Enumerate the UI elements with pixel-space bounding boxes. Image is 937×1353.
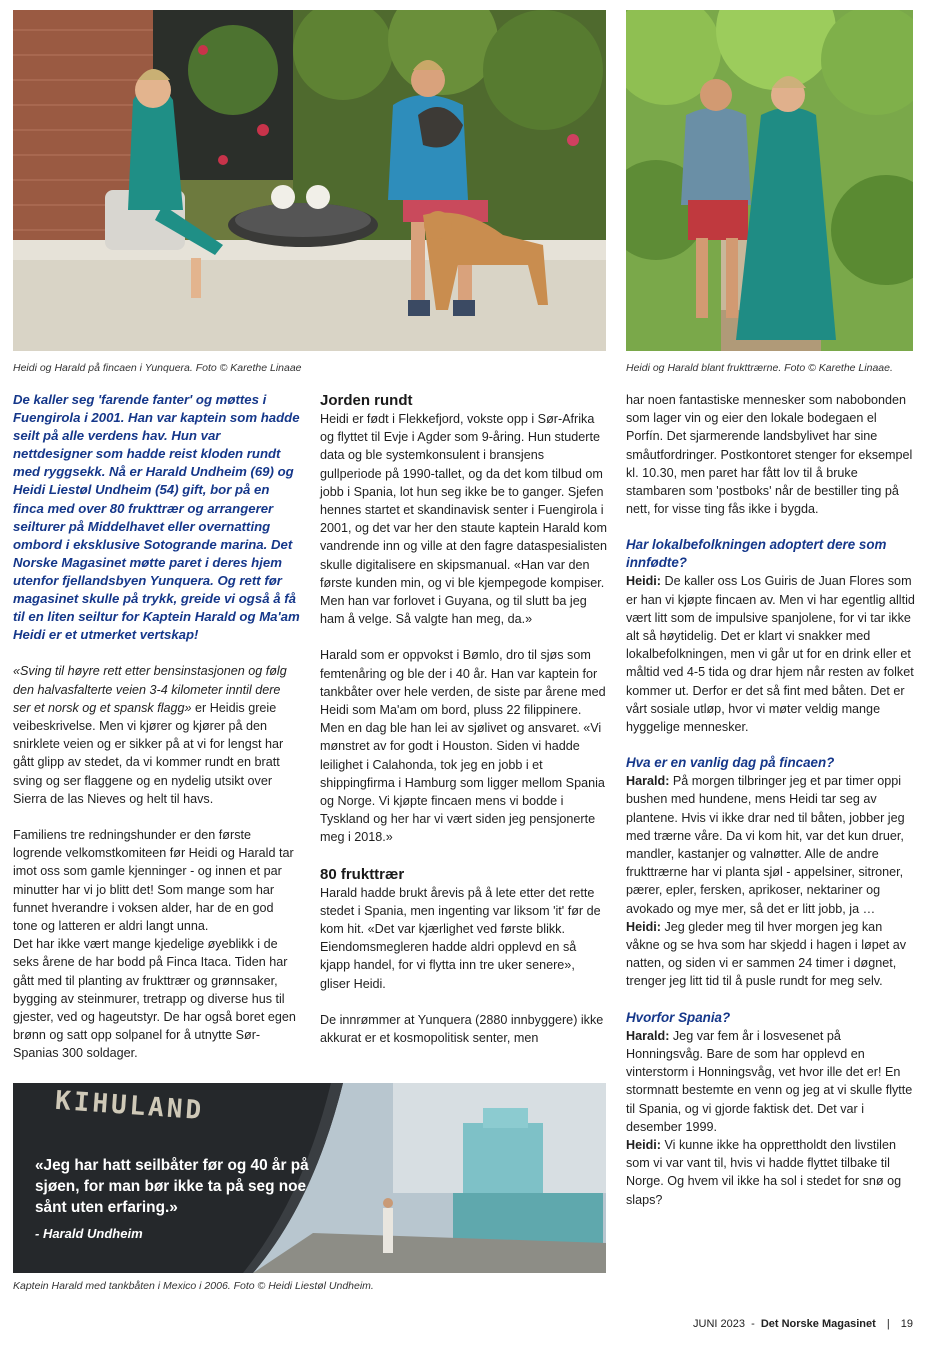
pull-quote-author: - Harald Undheim [35,1226,143,1241]
column-2 [320,391,608,1065]
pull-quote [35,1155,315,1241]
intro-paragraph: De kaller seg 'farende fanter' og møttes i Fuengirola i 2001. Han var kaptein som hadde seilt på alle verdens hav. Hun var nettdesigner som hadde reist kloden rundt med ryggsekk. Nå er Harald Undheim (69) og Heidi Liestøl Undheim (54) gift, bor på en finca med over 80 frukttrær og arrangerer seilturer på Middelhavet eller overnatting ombord i eksklusive Sotogrande marina. Det Norske Magasinet møtte paret i deres hjem utenfor fjellandsbyen Yunquera. Og rett før magasinet skulle på trykk, greide vi også å få til en liten seiltur for Kaptein Harald og Ma'am Heidi er et utmerket vertskap! [13,392,300,643]
photo-couple-terrace [13,10,606,351]
photo-tanker-ship [13,1083,606,1273]
photo-couple-fruit-trees [626,10,913,351]
answer-heidi-2 [626,918,916,991]
caption-photo-3: Kaptein Harald med tankbåten i Mexico i 2006. Foto © Heidi Liestøl Undheim. [13,1280,374,1292]
answer-text: De kaller oss Los Guiris de Juan Flores som er han vi kjøpte fincaen av. Men vi har egentlig alltid vært litt som de impulsive spanjolene, for vi tar ikke alt så høytidelig. Det er klart vi snakker med lokalbefolkningen, men vi går ut for en drink eller et måltid ved 4-5 tida og drar hjem når resten av folket kommer ut. Derfor er det så fint med båten. Det er vårt sosiale utløp, hvor vi møter veldig mange hyggelige mennesker. [626,574,915,735]
answer-text: Vi kunne ikke ha opprettholdt den livstilen som vi var vant til, hvis vi hadde flyttet tilbake til Norge. Og hvem vil ikke ha sol i stedet for snø og slaps? [626,1137,902,1207]
answer-text: Jeg gleder meg til hver morgen jeg kan våkne og se hva som har skjedd i hagen i løpet av natten, og siden vi er sammen 24 timer i døgnet, trenger jeg litt tid til å pusle rundt for meg selv. [626,919,907,989]
answer-heidi-3 [626,1136,916,1209]
column-3 [626,391,916,1227]
question-hvorfor-spania: Hvorfor Spania? [626,1009,731,1025]
column-1 [13,391,301,1081]
footer-dash: - [751,1318,755,1330]
speaker-label: Harald: [626,1028,670,1043]
magazine-name: Det Norske Magasinet [760,1318,876,1330]
col1-paragraph-3: Det har ikke vært mange kjedelige øyeblikk i de seks årene de har bodd på Finca Itaca. Tiden har gått med til planting av frukttrær og grønnsaker, bygging av steinmurer, tretrapp og diverse hus til gjester, ved og hageutstyr. De har også boret egen brønn og satt opp solpanel for å utnytte Sør-Spanias 300 soldager. [13,937,296,1061]
page-number: 19 [900,1318,913,1330]
answer-heidi-1 [626,572,916,736]
question-lokalbefolkningen: Har lokalbefolkningen adoptert dere som innfødte? [626,537,887,571]
pull-quote-text: «Jeg har hatt seilbåter før og 40 år på sjøen, for man bør ikke ta på seg noe sånt uten erfaring.» [35,1157,309,1216]
col1-paragraph-2: Familiens tre redningshunder er den første logrende velkomstkomiteen før Heidi og Harald tar imot oss som gamle kjenninger - og innen et par minutter har vi jo blitt det! Som mange som har funnet hverandre i voksen alder, har de en god tone og latteren er aldri langt unna. [13,827,294,933]
answer-text: Jeg var fem år i losvesenet på Honningsvåg. Bare de som har opplevd en vinterstorm i Honningsvåg, vet hvor ille det er! En stormnatt bestemte en venn og jeg at vi skulle flytte til Spania, og vi gjorde faktisk det. Det var i desember 1999. [626,1028,913,1134]
col1-paragraph-1 [13,662,301,808]
speaker-label: Heidi: [626,1137,661,1152]
answer-harald-1 [626,772,916,918]
col2-paragraph-2: Harald som er oppvokst i Bømlo, dro til sjøs som femtenåring og ble der i 40 år. Han var kaptein for tankbåter over hele verden, de siste par årene med Heidi som Ma'am om bord, pluss 22 filippinere. Men en dag ble han lei av sjølivet og ansvaret. «Vi mønstret av for godt i Houston. Siden vi hadde leilighet i Calahonda, tok jeg en jobb i et shippingfirma i Hamburg som ligger mellom Spania og Norge. Vi kjøpte fincaen mens vi bodde i Tyskland og her har vi vært siden jeg pensjonerte meg i 2018.» [320,648,606,845]
page-footer [693,1318,913,1330]
caption-photo-1: Heidi og Harald på fincaen i Yunquera. Foto © Karethe Linaae [13,362,302,374]
speaker-label: Harald: [626,774,670,789]
heading-jorden-rundt: Jorden rundt [320,392,413,409]
caption-photo-2: Heidi og Harald blant frukttrærne. Foto © Karethe Linaae. [626,362,893,374]
answer-harald-2 [626,1027,916,1136]
issue-date: JUNI 2023 [693,1318,746,1330]
speaker-label: Heidi: [626,919,661,934]
speaker-label: Heidi: [626,574,661,589]
directions-quote: «Sving til høyre rett etter bensinstasjonen og følg den halvasfalterte veien 3-4 kilometer inntil dere ser et norsk og et spansk flagg» [13,664,287,715]
col2-paragraph-4: De innrømmer at Yunquera (2880 innbyggere) ikke akkurat er et kosmopolitisk senter, men [320,1012,604,1046]
question-vanlig-dag: Hva er en vanlig dag på fincaen? [626,755,835,771]
ship-name: KIHULAND [54,1085,206,1127]
answer-text: På morgen tilbringer jeg et par timer oppi bushen med hundene, mens Heidi tar seg av plantene. Hvis vi ikke drar ned til båten, jobber jeg med trærne våre. Da vi kom hit, var det kun druer, mandler, kastanjer og valnøtter. Alle de andre frukttrærne har vi planta sjøl - appelsiner, sitroner, pærer, epler, fersken, aprikoser, nektariner og avokado og mye mer, så det er litt jobb, ja … [626,774,905,916]
col3-paragraph-1: har noen fantastiske mennesker som nabobonden som lager vin og eier den lokale bodegaen el Porfín. Det sjarmerende landsbylivet har sine småutfordringer. Postkontoret stenger for eksempel kl. 10.30, men paret har fått lov til å bruke stambaren som 'postboks' når de bestiller ting på nett, for visse ting fås ikke i bygda. [626,393,913,517]
footer-separator: | [886,1318,890,1330]
col2-paragraph-3: Harald hadde brukt årevis på å lete etter det rette stedet i Spania, men ingenting var liksom 'it' før de kom hit. «Det var kjærlighet ved første blikk. Eiendomsmegleren hadde aldri opplevd en så kjapp handel, for vi flytta inn tre uker senere», gliser Heidi. [320,885,601,991]
col2-paragraph-1: Heidi er født i Flekkefjord, vokste opp i Sør-Afrika og flyttet til Evje i Agder som 9-åring. Hun studerte data og ble systemkonsulent i bransjens gullperiode på 1990-tallet, og da det kom tilbud om jobb i Spania, lot hun seg ikke be to ganger. Sjefen hennes startet et skandinavisk senter i Fuengirola i 2001, og det var her den staute kaptein Harald kom vandrende inn og ville at den fagre dataspesialisten skulle digitalisere en skipsmanual. «Han var den første kunden min, og vi ble kjempegode kompiser. Men han var forlovet i Guyana, og til slutt ba jeg ham å velge. Så valgte han meg, da.» [320,412,608,627]
col1-paragraph-1-rest: er Heidis greie veibeskrivelse. Men vi kjører og kjører på den snirklete veien og er sikker på at vi for lengst har gått glipp av stedet, da vi kommer rundt en bratt sving og ser flaggene og en nydelig utsikt over Sierra de las Nieves og helt til havs. [13,700,284,806]
heading-80-frukttraer: 80 frukttrær [320,865,405,883]
